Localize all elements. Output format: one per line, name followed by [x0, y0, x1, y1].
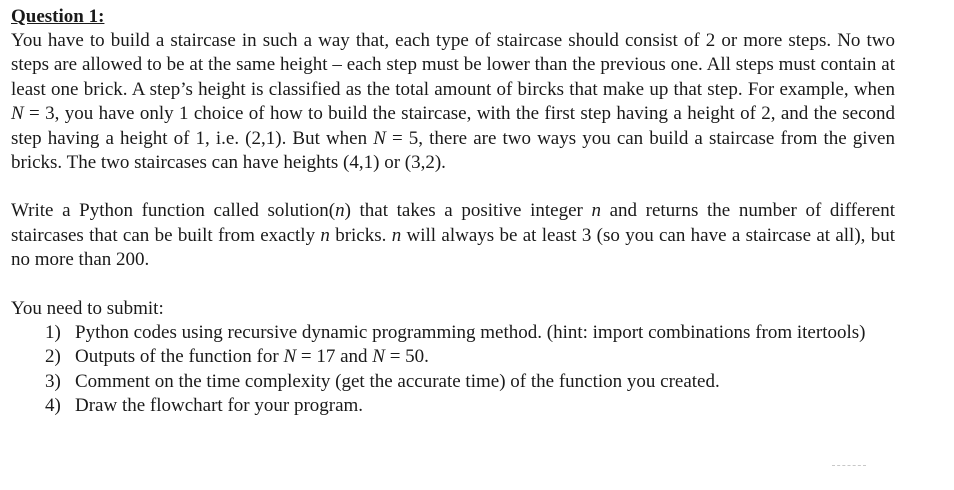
list-item — [11, 370, 895, 394]
list-item — [11, 345, 895, 369]
task-text-3: and returns the number of different staircases that can be built from exactly — [11, 200, 895, 246]
list-item — [11, 394, 895, 418]
list-number: 1) — [45, 322, 61, 344]
item2-text-1: Outputs of the function for — [75, 346, 284, 368]
list-item-text: Python codes using recursive dynamic programming method. (hint: import combinations from itertools) — [75, 322, 866, 344]
item2-text-2: = 17 and — [296, 346, 373, 368]
math-var-n: n — [391, 224, 402, 246]
math-var-n: n — [335, 200, 345, 222]
problem-description-paragraph — [11, 29, 895, 175]
list-number: 3) — [45, 370, 61, 392]
desc-text-3: = 5, there are two ways you can build a staircase from the given bricks. The two staircases can have heights (4,1) or (3,2). — [11, 127, 895, 174]
math-var-N: N — [283, 346, 297, 368]
math-var-N: N — [373, 127, 386, 149]
list-item-text: Comment on the time complexity (get the accurate time) of the function you created. — [75, 370, 720, 392]
math-var-N: N — [11, 103, 24, 125]
question-heading: Question 1: — [11, 6, 105, 27]
list-number: 4) — [45, 395, 61, 417]
task-text-5: will always be at least 3 (so you can have a staircase at all), but no more than 200. — [11, 224, 895, 271]
list-item-text — [75, 345, 893, 369]
task-text-1: Write a Python function called solution( — [11, 200, 336, 222]
desc-text-2: = 3, you have only 1 choice of how to build the staircase, with the first step having a height of 2, and the second step having a height of 1, i.e. (2,1). But when — [11, 103, 895, 149]
item2-text-3: = 50. — [384, 346, 429, 368]
math-var-n: n — [320, 224, 330, 246]
math-var-N: N — [372, 346, 385, 368]
task-paragraph — [11, 199, 895, 272]
desc-text-1: You have to build a staircase in such a way that, each type of staircase should consist of 2 or more steps. No two steps are allowed to be at the same height – each step must be lower than the previous one. All steps must contain at least one brick. A step’s height is classified as the total amount of bircks that make up that step. For example, when — [11, 30, 895, 100]
submission-intro: You need to submit: — [11, 297, 164, 319]
math-var-n: n — [591, 200, 601, 222]
list-item-text: Draw the flowchart for your program. — [75, 395, 364, 417]
task-text-2: ) that takes a positive integer — [344, 200, 592, 222]
submission-list — [11, 321, 895, 419]
faint-dash-mark — [832, 465, 866, 467]
document-page — [11, 4, 895, 419]
task-text-4: bricks. — [329, 224, 392, 246]
list-number: 2) — [45, 346, 61, 368]
list-item — [11, 321, 895, 345]
